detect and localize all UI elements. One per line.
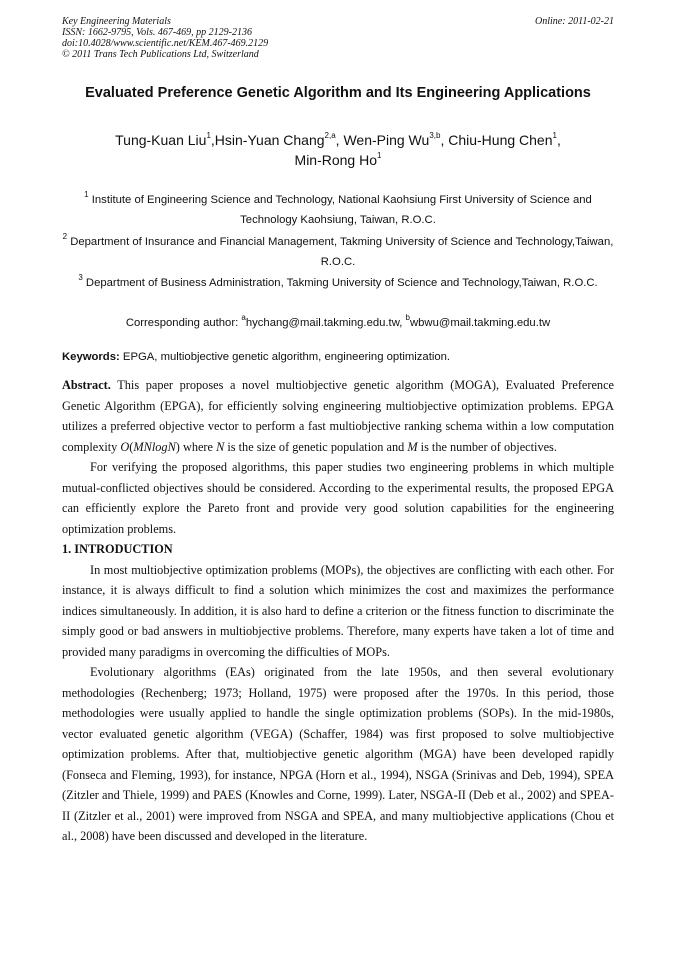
author-name: Tung-Kuan Liu [115, 132, 207, 148]
abstract-text: ( [129, 439, 134, 454]
abstract-label: Abstract. [62, 378, 111, 392]
copyright-line: © 2011 Trans Tech Publications Ltd, Switzerland [62, 49, 259, 60]
affiliation-text: Institute of Engineering Science and Technology, National Kaohsiung First University of Science and Technology Kaohsiung, Taiwan, R.O.C. [91, 194, 592, 226]
email-b: wbwu@mail.takming.edu.tw [409, 317, 551, 329]
affiliation-mark: 1 [84, 190, 89, 200]
keywords-text: EPGA, multiobjective genetic algorithm, engineering optimization. [119, 351, 451, 363]
affiliation-text: Department of Business Administration, Takming University of Science and Technology,Taiwan, R.O.C. [85, 277, 598, 289]
abstract-paragraph-1 [62, 375, 614, 457]
abstract-text: This paper proposes a novel multiobjective genetic algorithm (MOGA), Evaluated Preference Genetic Algorithm (EPGA), for efficiently solving engineering multiobjective optimization problems. EPGA utilizes a preferred objective vector to perform a fast multiobjective ranking schema within a low computation complexity [62, 378, 614, 454]
email-a: hychang@mail.takming.edu.tw, [245, 317, 406, 329]
intro-paragraph-2: Evolutionary algorithms (EAs) originated from the late 1950s, and then several evolutionary methodologies (Rechenberg; 1973; Holland, 1975) were proposed after the 1970s. In this period, those methodologies were usually applied to handle the single optimization problems (SOPs). In the mid-1980s, vector evaluated genetic algorithm (VEGA) (Schaffer, 1984) was first proposed to solve multiobjective optimization problems. After that, multiobjective genetic algorithm (MGA) have been developed rapidly (Fonseca and Fleming, 1993), for instance, NPGA (Horn et al., 1994), NSGA (Srinivas and Deb, 1994), SPEA (Zitzler and Thiele, 1999) and PAES (Knowles and Corne, 1999). Later, NSGA-II (Deb et al., 2002) and SPEA-II (Zitzler et al., 2001) were improved from NSGA and SPEA, and many multiobjective applications (Chou et al., 2008) have been discussed and developed in the literature. [62, 665, 614, 843]
author-affil-mark: 2,a [324, 131, 336, 141]
author-affil-mark: 1 [552, 131, 557, 141]
affiliation-1 [62, 190, 614, 230]
author-affil-mark: 3,b [429, 131, 441, 141]
section-heading-introduction: 1. INTRODUCTION [62, 542, 173, 556]
author-affil-mark: 1 [377, 151, 382, 161]
affiliation-2 [62, 232, 614, 272]
journal-name: Key Engineering Materials [62, 16, 171, 27]
author-name: Wen-Ping Wu [343, 132, 430, 148]
affiliation-3 [62, 273, 614, 293]
math-n: N [216, 439, 225, 454]
keywords-line [62, 348, 614, 366]
intro-paragraph-1: In most multiobjective optimization problems (MOPs), the objectives are conflicting with each other. For instance, it is always difficult to find a solution which minimizes the cost and maximizes the performance indices simultaneously. In addition, it is also hard to define a criterion or the fitness function to discriminate the simply good or bad answers in multiobjective problems. Therefore, many experts have taken a lot of time and provided many paradigms in overcoming the difficulties of MOPs. [62, 562, 614, 659]
doi-line: doi:10.4028/www.scientific.net/KEM.467-469.2129 [62, 38, 269, 49]
corresponding-author [62, 313, 614, 333]
corresponding-label: Corresponding author: [125, 317, 242, 329]
author-list: Tung-Kuan Liu$^1$,Hsin-Yuan Chang$^{2,a}$, Wen-Ping Wu$^{3,b}$, Chiu-Hung Chen$^1$, Min-Rong Ho$^1$ [115, 131, 561, 168]
abstract-text: is the size of genetic population and [224, 439, 408, 454]
math-mnlogn: MNlogN [133, 439, 176, 454]
online-date: Online: 2011-02-21 [535, 16, 614, 27]
author-name: Min-Rong Ho [294, 152, 378, 168]
email-mark-b: b [405, 313, 410, 323]
abstract-text: ) where [175, 439, 217, 454]
author-affil-mark: 1 [206, 131, 211, 141]
affiliation-text: Department of Insurance and Financial Management, Takming University of Science and Technology,Taiwan, R.O.C. [70, 236, 614, 268]
abstract-paragraph-2: For verifying the proposed algorithms, this paper studies two engineering problems in which multiple mutual-conflicted objectives should be considered. According to the experimental results, the proposed EPGA can efficiently explore the Pareto front and provide very good solution capabilities for the engineering optimization problems. [62, 460, 614, 536]
affiliation-mark: 3 [78, 273, 83, 283]
keywords-label: Keywords: [62, 351, 120, 363]
author-name: Chiu-Hung Chen [448, 132, 553, 148]
paper-title: Evaluated Preference Genetic Algorithm and Its Engineering Applications [85, 85, 591, 101]
author-name: Hsin-Yuan Chang [214, 132, 325, 148]
journal-header [62, 16, 614, 60]
abstract-section [62, 375, 614, 847]
abstract-text: is the number of objectives. [417, 439, 557, 454]
email-mark-a: a [241, 313, 246, 323]
affiliation-mark: 2 [62, 232, 68, 242]
math-m: M [407, 439, 418, 454]
issn-line: ISSN: 1662-9795, Vols. 467-469, pp 2129-2136 [62, 27, 252, 38]
math-o: O [120, 439, 130, 454]
